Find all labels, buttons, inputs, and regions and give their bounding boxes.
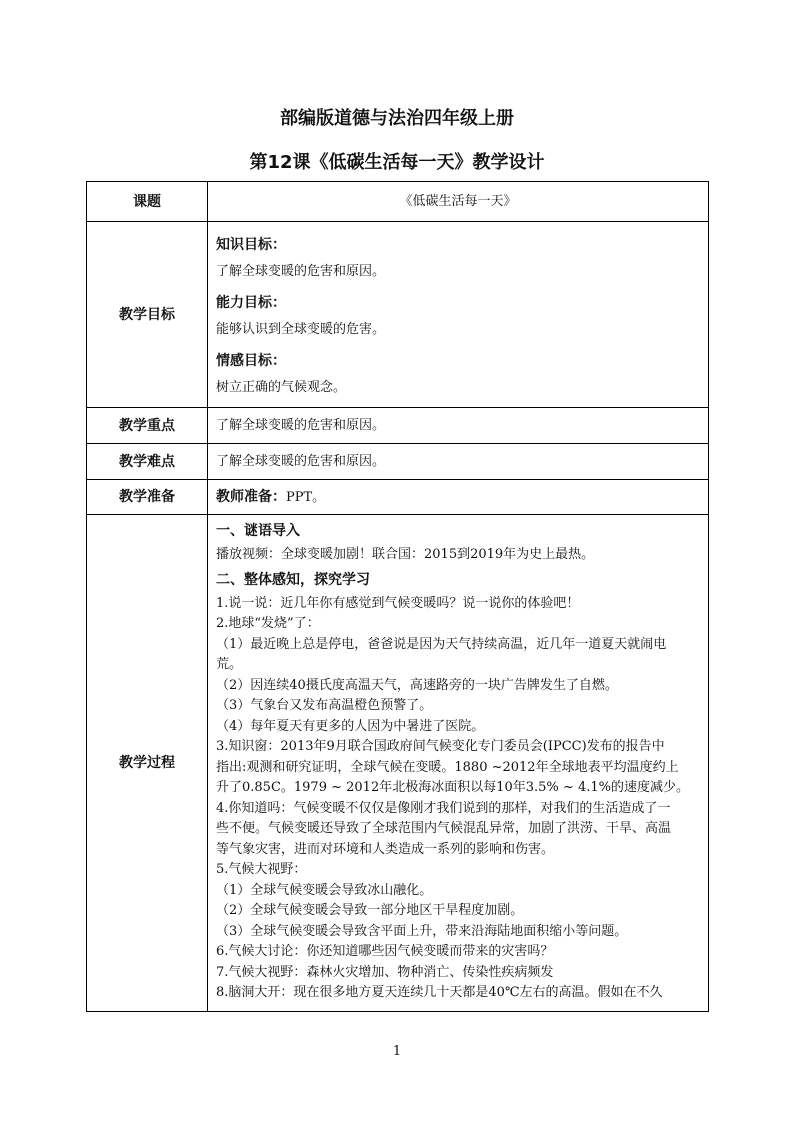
section2-heading: 二、整体感知，探究学习 [216, 571, 370, 588]
table-row-topic [87, 182, 709, 222]
process-line: 3.知识窗：2013年9月联合国政府间气候变化专门委员会(IPCC)发布的报告中 [216, 739, 665, 754]
preparation-text: PPT。 [286, 489, 326, 505]
goals-content [208, 222, 709, 408]
table-row-preparation [87, 480, 709, 515]
table-row-process [87, 515, 709, 1012]
table-row-difficulties [87, 444, 709, 480]
process-line: 5.气候大视野： [216, 862, 307, 877]
process-line: 2.地球“发烧”了： [216, 616, 320, 631]
emotion-goal-text: 树立正确的气候观念。 [216, 379, 347, 395]
process-line: （1）最近晚上总是停电，爸爸说是因为天气持续高温，近几年一道夏天就闹电 [216, 636, 667, 652]
process-line: （2）全球气候变暖会导致一部分地区干旱程度加剧。 [216, 903, 524, 918]
process-line: （3）气象台又发布高温橙色预警了。 [216, 698, 433, 713]
document-subtitle: 第12课《低碳生活每一天》教学设计 [249, 152, 545, 173]
process-line: 8.脑洞大开：现在很多地方夏天连续几十天都是40℃左右的高温。假如在不久 [216, 985, 663, 1000]
process-line: 1.说一说：近几年你有感觉到气候变暖吗？说一说你的体验吧！ [216, 595, 580, 611]
goals-label: 教学目标 [87, 222, 208, 408]
process-line: 7.气候大视野：森林火灾增加、物种消亡、传染性疾病频发 [216, 964, 554, 980]
preparation-bold-label: 教师准备： [216, 488, 286, 505]
topic-label: 课题 [87, 182, 208, 222]
section1-heading: 一、谜语导入 [216, 523, 300, 539]
process-line: （1）全球气候变暖会导致冰山融化。 [216, 882, 433, 898]
knowledge-goal-text: 了解全球变暖的危害和原因。 [216, 263, 386, 279]
process-line: 等气象灾害，进而对环境和人类造成一系列的影响和伤害。 [216, 841, 555, 857]
process-line: 6.气候大讨论：你还知道哪些因气候变暖而带来的灾害吗？ [216, 944, 554, 959]
process-line: 指出:观测和研究证明，全球气候在变暖。1880 ~2012年全球地表平均温度约上 [216, 759, 679, 775]
process-line: 荒。 [216, 657, 243, 672]
difficulties-label: 教学难点 [87, 444, 208, 480]
topic-value: 《低碳生活每一天》 [208, 182, 709, 222]
difficulties-value: 了解全球变暖的危害和原因。 [208, 444, 709, 480]
section1-text: 播放视频：全球变暖加剧！联合国：2015到2019年为史上最热。 [216, 547, 595, 562]
process-line: （4）每年夏天有更多的人因为中暑进了医院。 [216, 718, 485, 734]
process-lines [216, 594, 700, 1004]
ability-goal-text: 能够认识到全球变暖的危害。 [216, 321, 386, 337]
preparation-value [208, 480, 709, 515]
key-points-value: 了解全球变暖的危害和原因。 [208, 408, 709, 444]
emotion-goal-heading: 情感目标： [216, 352, 286, 369]
process-line: 些不便。气候变暖还导致了全球范围内气候混乱异常，加剧了洪涝、干旱、高温 [216, 821, 672, 836]
page-number: 1 [392, 1044, 402, 1059]
ability-goal-heading: 能力目标： [216, 294, 286, 311]
process-content [208, 515, 709, 1012]
knowledge-goal-heading: 知识目标： [216, 236, 286, 253]
table-row-key-points [87, 408, 709, 444]
process-line: （2）因连续40摄氏度高温天气，高速路旁的一块广告牌发生了自燃。 [216, 677, 618, 693]
key-points-label: 教学重点 [87, 408, 208, 444]
document-title: 部编版道德与法治四年级上册 [280, 108, 514, 129]
process-line: 升了0.85C。1979 ~ 2012年北极海冰面积以每10年3.5% ~ 4.1%的速度减少。 [216, 780, 689, 795]
lesson-plan-table [86, 181, 709, 1012]
preparation-label: 教学准备 [87, 480, 208, 515]
process-line: 4.你知道吗：气候变暖不仅仅是像刚才我们说到的那样，对我们的生活造成了一 [216, 800, 671, 816]
process-line: （3）全球气候变暖会导致含平面上升，带来沿海陆地面积缩小等问题。 [216, 923, 628, 939]
process-label: 教学过程 [87, 515, 208, 1012]
table-row-goals [87, 222, 709, 408]
